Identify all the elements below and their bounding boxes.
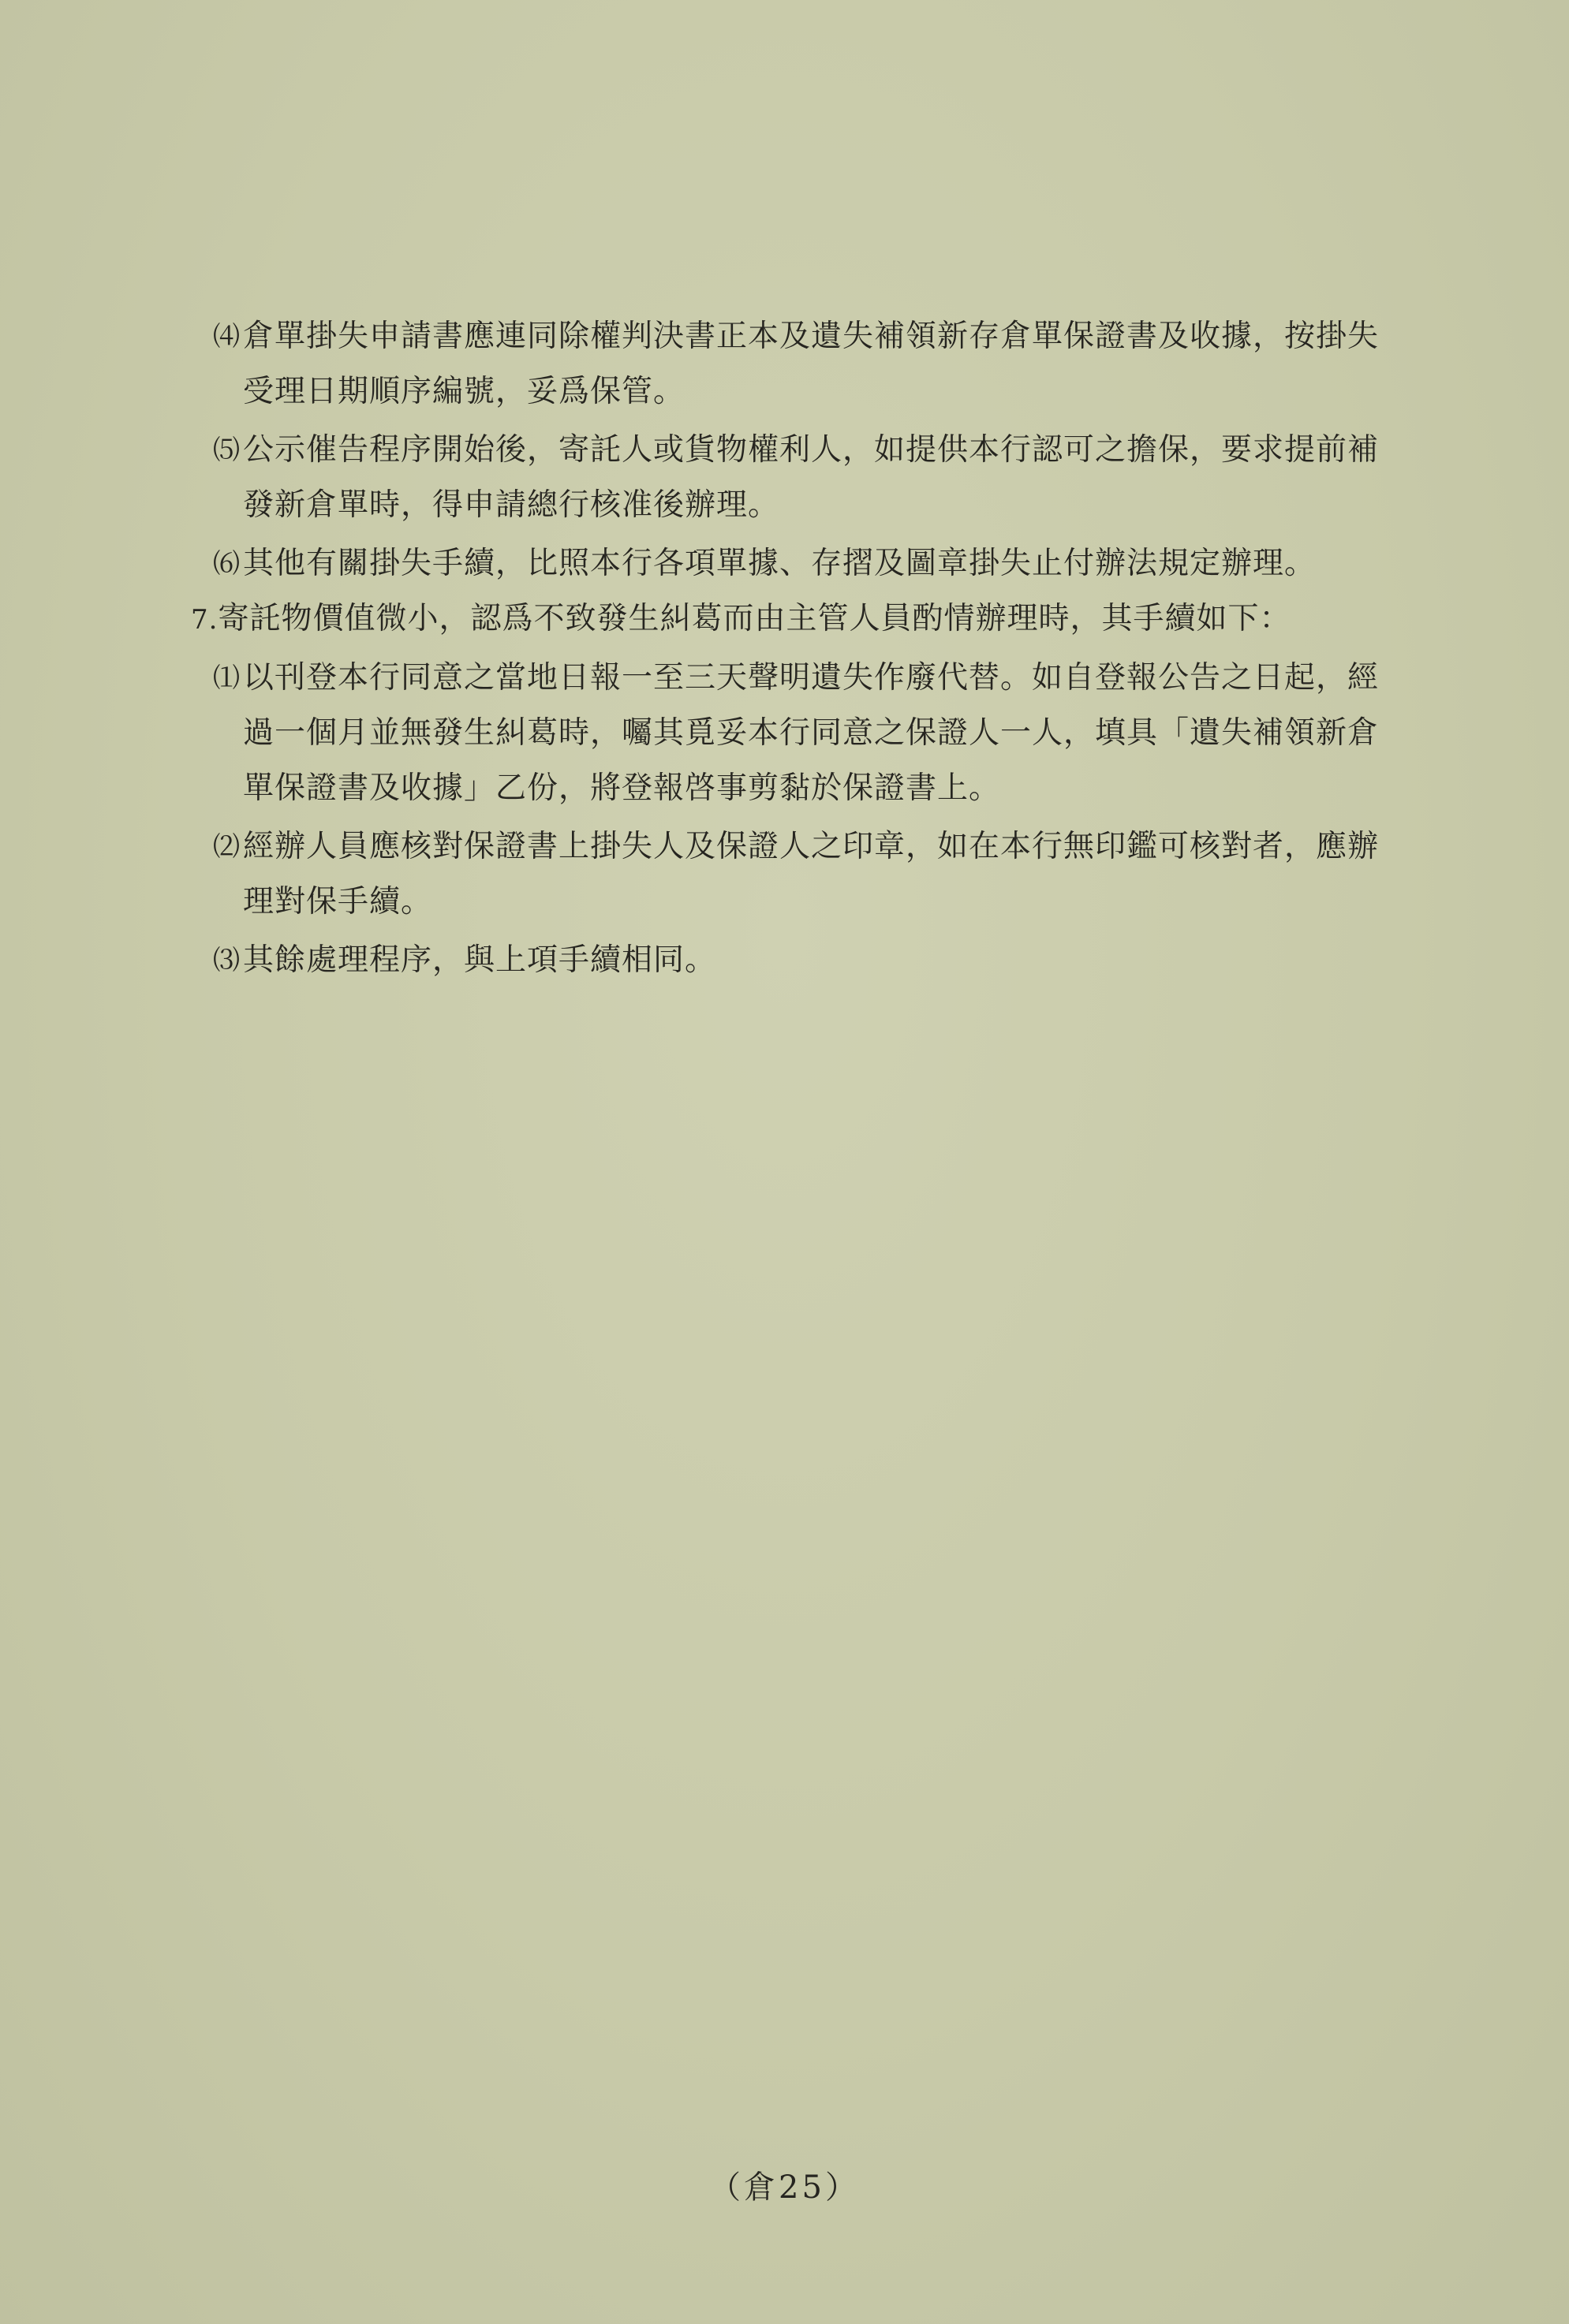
item-marker: ⑵ [213, 831, 241, 863]
list-item-3 [213, 933, 1420, 988]
item-text-line: 其餘處理程序，與上項手續相同。 [243, 942, 717, 978]
page-number: （倉25） [709, 2169, 860, 2206]
item-marker: ⑴ [213, 662, 241, 694]
item-text-line: 以刊登本行同意之當地日報一至三天聲明遺失作廢代替。如自登報公告之日起，經 [243, 660, 1380, 696]
item-text-line: 單保證書及收據」乙份，將登報啓事剪黏於保證書上。 [243, 770, 1001, 806]
item-marker: ⑸ [213, 435, 241, 466]
list-item-1 [213, 651, 1420, 816]
item-marker: ⑷ [213, 321, 241, 353]
list-item-6 [213, 536, 1420, 591]
list-item-4 [213, 309, 1420, 420]
item-text-line: 寄託物價值微小，認爲不致發生糾葛而由主管人員酌情辦理時，其手續如下： [218, 601, 1291, 636]
item-marker: ⑶ [213, 945, 241, 976]
list-item-7 [191, 591, 1420, 647]
item-text-line: 經辦人員應核對保證書上掛失人及保證人之印章，如在本行無印鑑可核對者，應辦 [243, 829, 1380, 864]
item-marker: 7. [191, 604, 219, 636]
list-item-2 [213, 819, 1420, 930]
item-text-line: 發新倉單時，得申請總行核准後辦理。 [243, 487, 780, 523]
item-text-line: 公示催告程序開始後，寄託人或貨物權利人，如提供本行認可之擔保，要求提前補 [243, 432, 1380, 468]
item-text-line: 倉單掛失申請書應連同除權判決書正本及遺失補領新存倉單保證書及收據，按掛失 [243, 319, 1380, 354]
item-marker: ⑹ [213, 548, 241, 580]
item-text-line: 其他有關掛失手續，比照本行各項單據、存摺及圖章掛失止付辦法規定辦理。 [243, 546, 1317, 581]
item-text-line: 過一個月並無發生糾葛時，囑其覓妥本行同意之保證人一人，填具「遺失補領新倉 [243, 715, 1380, 751]
list-item-5 [213, 423, 1420, 533]
document-body [191, 309, 1420, 988]
item-text-line: 受理日期順序編號，妥爲保管。 [243, 374, 686, 409]
item-text-line: 理對保手續。 [243, 884, 433, 920]
